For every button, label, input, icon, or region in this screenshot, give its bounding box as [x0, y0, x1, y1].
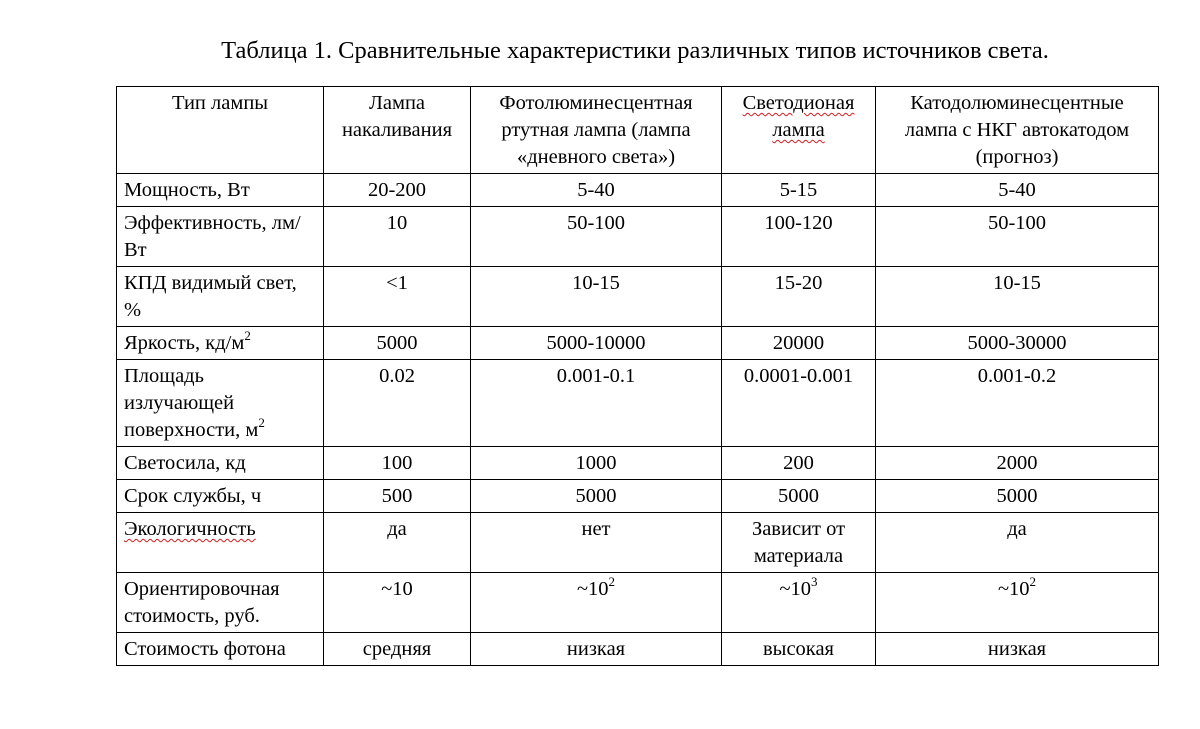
table-cell: 5000 [324, 327, 471, 360]
table-cell: нет [471, 513, 722, 573]
row-label-brightness [117, 327, 324, 360]
table-cell: высокая [722, 633, 876, 666]
table-cell: 50-100 [876, 207, 1159, 267]
comparison-table [116, 86, 1159, 666]
superscript: 2 [608, 574, 616, 590]
row-label-photon-cost: Стоимость фотона [117, 633, 324, 666]
row-label-approx-cost: Ориентировочная стоимость, руб. [117, 573, 324, 633]
row-label-luminous-intensity: Светосила, кд [117, 447, 324, 480]
superscript: 2 [1029, 574, 1037, 590]
table-cell [722, 573, 876, 633]
table-cell: 5000 [876, 480, 1159, 513]
cell-value: ~10 [576, 578, 609, 600]
table-cell: да [876, 513, 1159, 573]
cell-value: ~10 [997, 578, 1030, 600]
table-cell: низкая [876, 633, 1159, 666]
table-cell: <1 [324, 267, 471, 327]
row-label-ecology [117, 513, 324, 573]
table-cell: 0.001-0.2 [876, 360, 1159, 447]
row-label-visible-efficiency: КПД видимый свет, % [117, 267, 324, 327]
table-row [117, 267, 1159, 327]
table-cell [471, 573, 722, 633]
header-row [117, 87, 1159, 174]
table-cell: 20000 [722, 327, 876, 360]
table-cell: 10 [324, 207, 471, 267]
header-lamp-type: Тип лампы [117, 87, 324, 174]
superscript: 2 [244, 328, 251, 344]
cell-value: ~10 [779, 578, 812, 600]
table-caption: Таблица 1. Сравнительные характеристики различных типов источников света. [221, 37, 1049, 64]
table-cell [324, 573, 471, 633]
table-cell: 10-15 [876, 267, 1159, 327]
table-cell: 5000 [471, 480, 722, 513]
table-cell: 5000-30000 [876, 327, 1159, 360]
table-cell: 2000 [876, 447, 1159, 480]
table-cell: низкая [471, 633, 722, 666]
row-label-text: Экологичность [124, 518, 256, 540]
row-label-text: Площадь излучающей поверхности, м [124, 365, 259, 441]
table-cell: 500 [324, 480, 471, 513]
row-label-efficiency: Эффективность, лм/Вт [117, 207, 324, 267]
header-led-text: Светодионая лампа [742, 92, 855, 141]
header-led [722, 87, 876, 174]
row-label-text: Яркость, кд/м [124, 332, 245, 354]
table-cell: 5-15 [722, 174, 876, 207]
table-row [117, 327, 1159, 360]
table-cell [876, 573, 1159, 633]
row-label-emitting-area [117, 360, 324, 447]
table-cell: 5000 [722, 480, 876, 513]
header-cathodoluminescent: Катодолюминесцентные лампа с НКГ автокатодом (прогноз) [876, 87, 1159, 174]
table-cell: 15-20 [722, 267, 876, 327]
table-cell: 5000-10000 [471, 327, 722, 360]
table-cell: 20-200 [324, 174, 471, 207]
table-row [117, 174, 1159, 207]
table-cell: 5-40 [471, 174, 722, 207]
row-label-lifetime: Срок службы, ч [117, 480, 324, 513]
row-label-power: Мощность, Вт [117, 174, 324, 207]
table-row [117, 513, 1159, 573]
table-cell: 0.0001-0.001 [722, 360, 876, 447]
table-cell: да [324, 513, 471, 573]
table-cell: 200 [722, 447, 876, 480]
header-incandescent: Лампа накаливания [324, 87, 471, 174]
table-cell: 50-100 [471, 207, 722, 267]
table-cell: 100-120 [722, 207, 876, 267]
superscript: 2 [258, 415, 265, 431]
table-cell: Зависит от материала [722, 513, 876, 573]
table-row [117, 633, 1159, 666]
header-fluorescent: Фотолюминесцентная ртутная лампа (лампа «дневного света») [471, 87, 722, 174]
table-row [117, 573, 1159, 633]
table-cell: 100 [324, 447, 471, 480]
table-cell: 0.02 [324, 360, 471, 447]
table-cell: средняя [324, 633, 471, 666]
table-cell: 10-15 [471, 267, 722, 327]
table-row [117, 447, 1159, 480]
table-row [117, 360, 1159, 447]
table-cell: 1000 [471, 447, 722, 480]
table-cell: 5-40 [876, 174, 1159, 207]
superscript: 3 [811, 574, 818, 590]
table-cell: 0.001-0.1 [471, 360, 722, 447]
cell-value: ~10 [381, 578, 413, 600]
table-row [117, 480, 1159, 513]
table-row [117, 207, 1159, 267]
